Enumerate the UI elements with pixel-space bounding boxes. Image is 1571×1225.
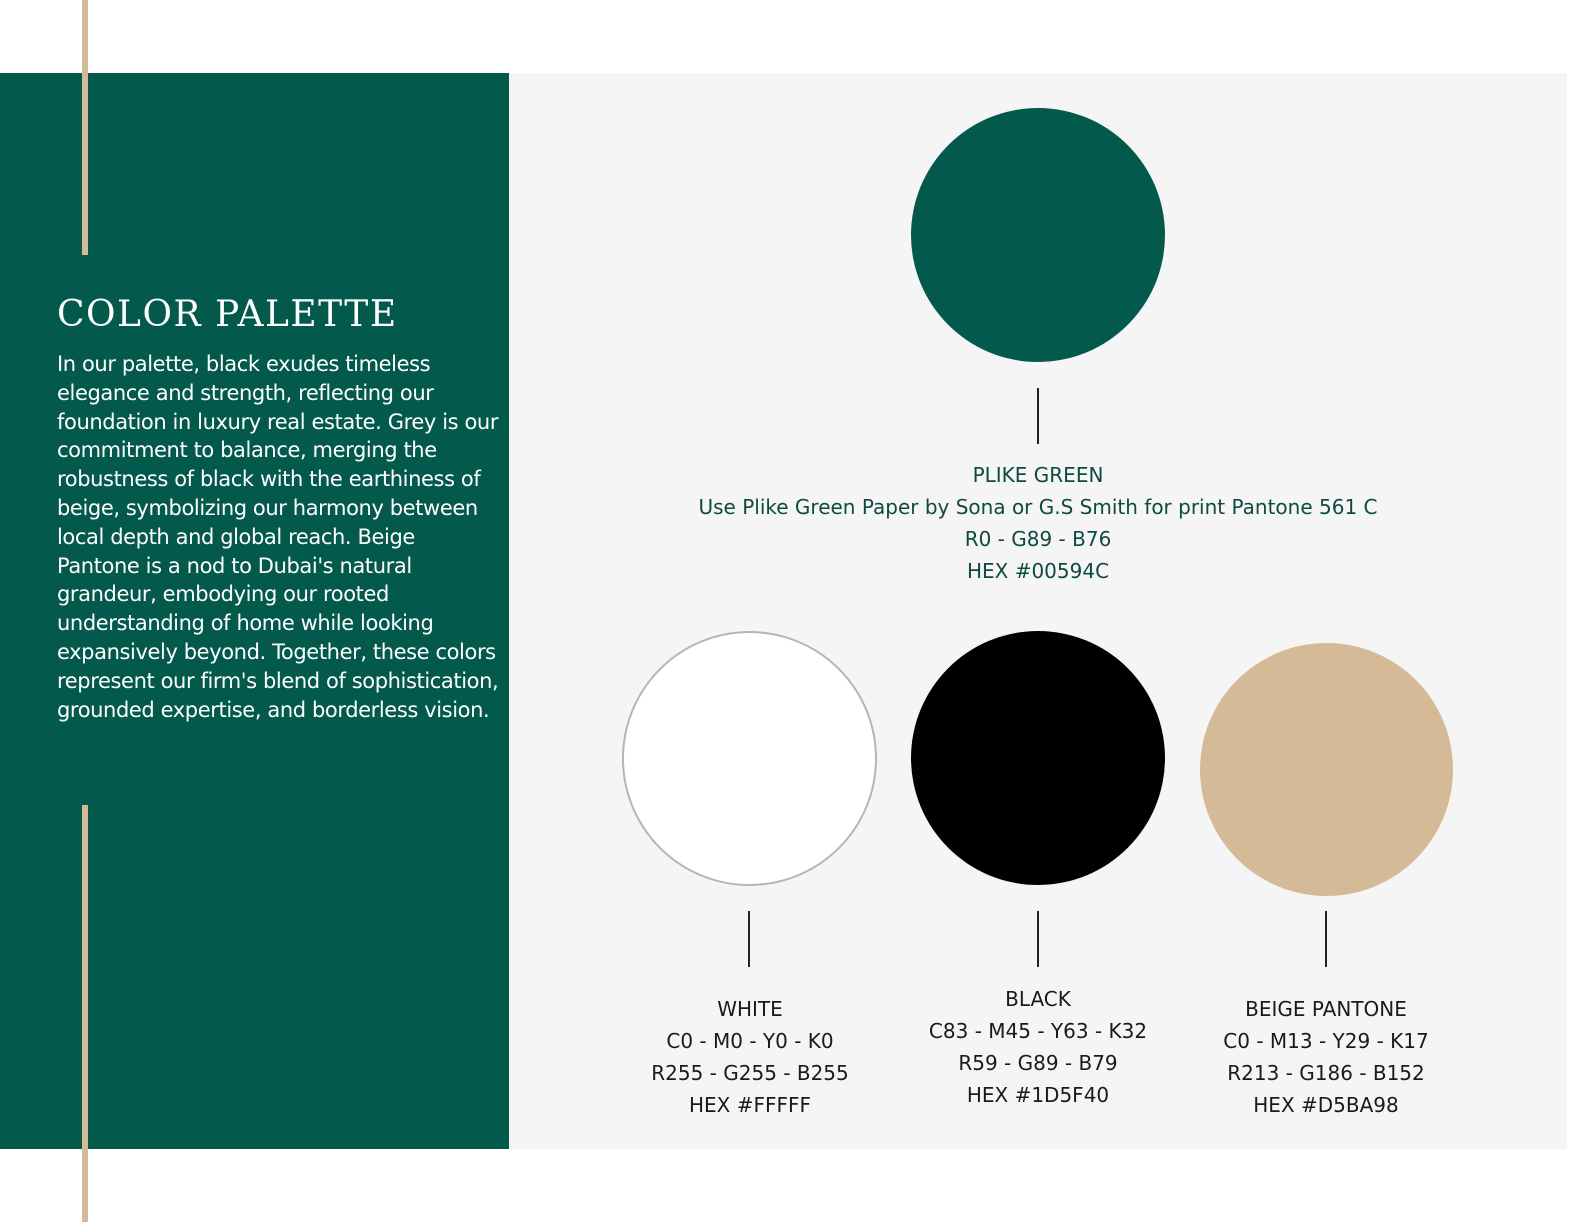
accent-line-bottom [82,805,88,1222]
white-connector [748,911,750,967]
black-connector [1037,911,1039,967]
black-rgb: R59 - G89 - B79 [958,1051,1118,1075]
green-note: Use Plike Green Paper by Sona or G.S Smith for print Pantone 561 C [698,495,1378,519]
white-name: WHITE [717,997,783,1021]
green-swatch [911,108,1165,362]
black-swatch [911,631,1165,885]
white-swatch [622,631,877,886]
black-hex: HEX #1D5F40 [966,1083,1110,1107]
green-name: PLIKE GREEN [972,463,1104,487]
accent-line-top [82,0,88,255]
white-rgb: R255 - G255 - B255 [651,1061,849,1085]
beige-hex: HEX #D5BA98 [1253,1093,1399,1117]
palette-description: In our palette, black exudes timeless elegance and strength, reflecting our foundation in luxury real estate. Grey is our commitment to balance, merging the robustness of black with the earthiness of beige, symbolizing our harmony between local depth and global reach. Beige Pantone is a nod to Dubai's natural grandeur, embodying our rooted understanding of home while looking expansively beyond. Together, these colors represent our firm's blend of sophistication, grounded expertise, and borderless vision. [57,352,499,722]
beige-swatch-info [1176,993,1476,1121]
white-hex: HEX #FFFFF [688,1093,811,1117]
beige-connector [1325,911,1327,967]
white-cmyk: C0 - M0 - Y0 - K0 [666,1029,834,1053]
beige-name: BEIGE PANTONE [1245,997,1407,1021]
beige-cmyk: C0 - M13 - Y29 - K17 [1223,1029,1429,1053]
black-cmyk: C83 - M45 - Y63 - K32 [928,1019,1148,1043]
green-rgb: R0 - G89 - B76 [964,527,1112,551]
beige-swatch [1200,643,1453,896]
beige-rgb: R213 - G186 - B152 [1227,1061,1425,1085]
white-swatch-info [600,993,900,1121]
green-swatch-info [668,459,1408,587]
black-swatch-info [888,983,1188,1111]
page-title: COLOR PALETTE [57,294,398,335]
black-name: BLACK [1005,987,1071,1011]
green-hex: HEX #00594C [966,559,1110,583]
green-connector [1037,388,1039,444]
